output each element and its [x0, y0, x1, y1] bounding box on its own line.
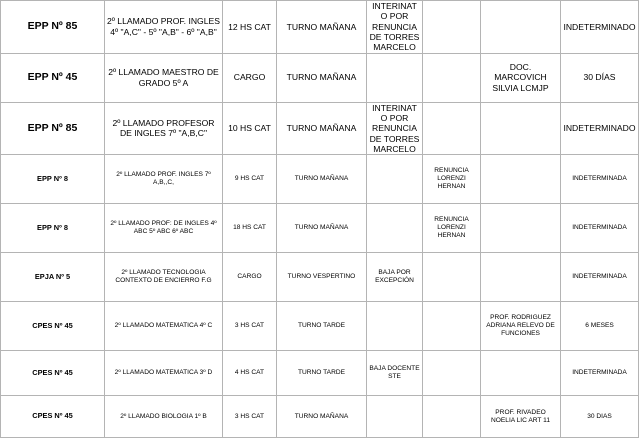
table-row	[1, 204, 639, 253]
duration-cell: 6 MESES	[561, 302, 639, 351]
load-cell: 3 HS CAT	[223, 396, 277, 438]
shift-cell: TURNO VESPERTINO	[277, 253, 367, 302]
resignation-cell: RENUNCIA LORENZI HERNAN	[423, 204, 481, 253]
shift-cell: TURNO MAÑANA	[277, 155, 367, 204]
shift-cell: TURNO TARDE	[277, 351, 367, 396]
call-cell: 2º LLAMADO MATEMATICA 4º C	[105, 302, 223, 351]
resignation-cell	[423, 396, 481, 438]
cause-cell	[367, 302, 423, 351]
shift-cell: TURNO MAÑANA	[277, 204, 367, 253]
call-cell: 2º LLAMADO PROF. INGLES 4º "A,C" - 5º "A,B" - 6º "A,B"	[105, 1, 223, 54]
load-cell: 3 HS CAT	[223, 302, 277, 351]
cause-cell	[367, 155, 423, 204]
call-cell: 2º LLAMADO PROFESOR DE INGLES 7º "A,B,C"	[105, 102, 223, 155]
duration-cell: INDETERMINADO	[561, 102, 639, 155]
table-row	[1, 102, 639, 155]
school-cell: EPP Nº 85	[1, 1, 105, 54]
holder-cell: PROF. RODRIGUEZ ADRIANA RELEVO DE FUNCIONES	[481, 302, 561, 351]
holder-cell: PROF. RIVADEO NOELIA LIC ART 11	[481, 396, 561, 438]
holder-cell	[481, 204, 561, 253]
cause-cell: INTERINATO POR RENUNCIA DE TORRES MARCELO	[367, 102, 423, 155]
duration-cell: 30 DIAS	[561, 396, 639, 438]
school-cell: EPP Nº 8	[1, 155, 105, 204]
table-row	[1, 253, 639, 302]
school-cell: CPES Nº 45	[1, 351, 105, 396]
call-cell: 2º LLAMADO TECNOLOGIA CONTEXTO DE ENCIERRO F.G	[105, 253, 223, 302]
holder-cell	[481, 1, 561, 54]
school-cell: EPP Nº 45	[1, 53, 105, 102]
school-cell: CPES Nº 45	[1, 396, 105, 438]
call-cell: 2º LLAMADO PROF. INGLES 7º A,B,,C,	[105, 155, 223, 204]
table-row	[1, 396, 639, 438]
resignation-cell	[423, 253, 481, 302]
holder-cell	[481, 253, 561, 302]
cause-cell: BAJA POR EXCEPCIÓN	[367, 253, 423, 302]
school-cell: CPES Nº 45	[1, 302, 105, 351]
table-row	[1, 53, 639, 102]
load-cell: 9 HS CAT	[223, 155, 277, 204]
resignation-cell	[423, 351, 481, 396]
cause-cell: INTERINATO POR RENUNCIA DE TORRES MARCELO	[367, 1, 423, 54]
resignation-cell: RENUNCIA LORENZI HERNAN	[423, 155, 481, 204]
school-cell: EPJA Nº 5	[1, 253, 105, 302]
table-row	[1, 302, 639, 351]
holder-cell	[481, 102, 561, 155]
resignation-cell	[423, 302, 481, 351]
resignation-cell	[423, 102, 481, 155]
load-cell: 12 HS CAT	[223, 1, 277, 54]
shift-cell: TURNO MAÑANA	[277, 102, 367, 155]
call-cell: 2º LLAMADO PROF: DE INGLES 4º ABC 5º ABC 6º ABC	[105, 204, 223, 253]
duration-cell: 30 DÍAS	[561, 53, 639, 102]
table-row	[1, 155, 639, 204]
duration-cell: INDETERMINADA	[561, 155, 639, 204]
shift-cell: TURNO MAÑANA	[277, 396, 367, 438]
load-cell: 10 HS CAT	[223, 102, 277, 155]
cause-cell: BAJA DOCENTE STE	[367, 351, 423, 396]
shift-cell: TURNO MAÑANA	[277, 53, 367, 102]
cause-cell	[367, 204, 423, 253]
table-row	[1, 1, 639, 54]
load-cell: 4 HS CAT	[223, 351, 277, 396]
duration-cell: INDETERMINADA	[561, 351, 639, 396]
load-cell: 18 HS CAT	[223, 204, 277, 253]
school-cell: EPP Nº 8	[1, 204, 105, 253]
call-cell: 2º LLAMADO MAESTRO DE GRADO 5º A	[105, 53, 223, 102]
load-cell: CARGO	[223, 53, 277, 102]
duration-cell: INDETERMINADA	[561, 253, 639, 302]
table-row	[1, 351, 639, 396]
shift-cell: TURNO MAÑANA	[277, 1, 367, 54]
holder-cell: DOC. MARCOVICH SILVIA LCMJP	[481, 53, 561, 102]
cause-cell	[367, 396, 423, 438]
call-cell: 2º LLAMADO BIOLOGIA 1º B	[105, 396, 223, 438]
resignation-cell	[423, 53, 481, 102]
duration-cell: INDETERMINADO	[561, 1, 639, 54]
load-cell: CARGO	[223, 253, 277, 302]
holder-cell	[481, 351, 561, 396]
resignation-cell	[423, 1, 481, 54]
call-cell: 2º LLAMADO MATEMATICA 3º D	[105, 351, 223, 396]
school-cell: EPP Nº 85	[1, 102, 105, 155]
duration-cell: INDETERMINADA	[561, 204, 639, 253]
holder-cell	[481, 155, 561, 204]
cause-cell	[367, 53, 423, 102]
shift-cell: TURNO TARDE	[277, 302, 367, 351]
table-body	[1, 1, 639, 438]
